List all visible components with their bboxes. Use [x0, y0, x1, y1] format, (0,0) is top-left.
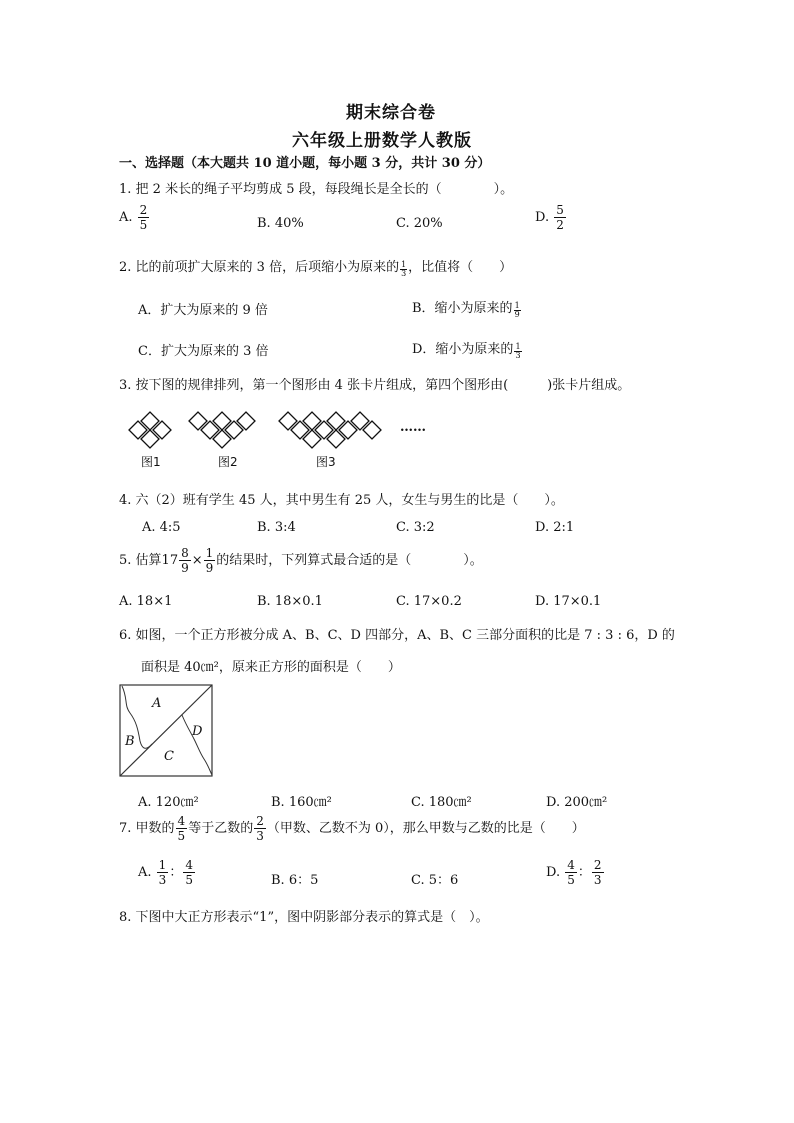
q3-figure-1 [129, 412, 171, 448]
q7-option-c: C. 5：6 [411, 873, 459, 888]
q3-figure-2 [189, 412, 255, 448]
q1-option-a-label: A. [119, 210, 133, 225]
q1-stem: 1. 把 2 米长的绳子平均剪成 5 段，每段绳长是全长的（ ）。 [119, 182, 514, 197]
q7-fraction-1: $\frac{4}{5}$ [177, 814, 186, 843]
q6-option-b: B. 160㎝² [271, 795, 332, 810]
q3-fig3-label: 图3 [316, 455, 336, 469]
q5-option-a: A. 18×1 [119, 594, 173, 609]
q5-option-b: B. 18×0.1 [257, 594, 323, 609]
q6-option-d: D. 200㎝² [546, 795, 608, 810]
q3-stem: 3. 按下图的规律排列，第一个图形由 4 张卡片组成，第四个图形由( )张卡片组成。 [119, 378, 631, 393]
q3-card-pattern-figure [120, 404, 440, 454]
q3-fig2-label: 图2 [218, 455, 238, 469]
page-title: 期末综合卷 [346, 103, 436, 123]
q1-option-d-label: D. [535, 210, 550, 225]
q5-option-d: D. 17×0.1 [535, 594, 602, 609]
q6-stem-line1: 6. 如图，一个正方形被分成 A、B、C、D 四部分，A、B、C 三部分面积的比是 7 : 3 : 6，D 的 [119, 628, 675, 643]
q7-fraction-2: $\frac{2}{3}$ [256, 814, 264, 843]
q2-stem-fraction: $\frac{1}{3}$ [401, 260, 407, 278]
q2-option-a: A．扩大为原来的 9 倍 [138, 303, 268, 318]
section-heading [119, 152, 490, 171]
q3-ellipsis: …… [400, 420, 426, 435]
q2-option-d: D．缩小为原来的 $\frac{1}{3}$ [412, 342, 521, 360]
q1-option-d [535, 204, 567, 231]
q2-stem: 2. 比的前项扩大原来的 3 倍，后项缩小为原来的 $\frac{1}{3}$ ，比值将（ ） [119, 260, 513, 278]
q6-stem-line2: 面积是 40㎝²，原来正方形的面积是（ ） [141, 660, 401, 675]
q2-option-c: C．扩大为原来的 3 倍 [138, 344, 269, 359]
q6-label-c: C [164, 749, 174, 764]
q5-fraction: $\frac{1}{9}$ [205, 546, 214, 575]
q2-option-b: B．缩小为原来的 $\frac{1}{9}$ [412, 301, 520, 319]
q3-figure-3 [279, 412, 381, 448]
q4-stem: 4. 六（2）班有学生 45 人，其中男生有 25 人，女生与男生的比是（ ）。 [119, 493, 564, 508]
q6-option-c: C. 180㎝² [411, 795, 472, 810]
q2-option-d-fraction: $\frac{1}{3}$ [515, 342, 521, 360]
q8-stem: 8. 下图中大正方形表示“1”，图中阴影部分表示的算式是（ ）。 [119, 910, 489, 925]
q3-fig1-label: 图1 [141, 455, 161, 469]
q4-option-c: C. 3:2 [396, 520, 435, 535]
q7-stem: 7. 甲数的 $\frac{4}{5}$ 等于乙数的 $\frac{2}{3}$ （甲数、乙数不为 0），那么甲数与乙数的比是（ ） [119, 814, 585, 843]
section-heading-note: （本大题共 10 道小题，每小题 3 分，共计 30 分） [184, 156, 491, 171]
q7-option-b: B. 6：5 [271, 873, 319, 888]
q1-option-a [119, 204, 150, 231]
q5-stem: 5. 估算 17 $\frac{8}{9}$ × $\frac{1}{9}$ 的结果时，下列算式最合适的是（ ）。 [119, 546, 483, 575]
q2-option-b-fraction: $\frac{1}{9}$ [514, 301, 520, 319]
q6-label-d: D [192, 724, 203, 739]
q1-option-d-fraction: $\frac{5}{2}$ [556, 203, 564, 232]
q1-option-a-fraction: $\frac{2}{5}$ [139, 203, 148, 232]
q1-option-b: B. 40% [257, 216, 304, 231]
q7-option-d: D. $\frac{4}{5}$ ： $\frac{2}{3}$ [546, 858, 602, 887]
q4-option-d: D. 2:1 [535, 520, 575, 535]
q7-option-a: A. $\frac{1}{3}$ ： $\frac{4}{5}$ [138, 858, 193, 887]
page-subtitle: 六年级上册数学人教版 [292, 131, 472, 151]
section-heading-label: 一、选择题 [119, 156, 185, 171]
q6-square-figure [118, 683, 216, 779]
q5-mixed-number: 17 $\frac{8}{9}$ [161, 546, 189, 575]
q4-option-b: B. 3:4 [257, 520, 296, 535]
q4-option-a: A. 4:5 [142, 520, 181, 535]
q6-label-b: B [125, 734, 135, 749]
q6-option-a: A. 120㎝² [138, 795, 199, 810]
q6-label-a: A [152, 696, 162, 711]
q1-option-c: C. 20% [396, 216, 443, 231]
q5-option-c: C. 17×0.2 [396, 594, 462, 609]
